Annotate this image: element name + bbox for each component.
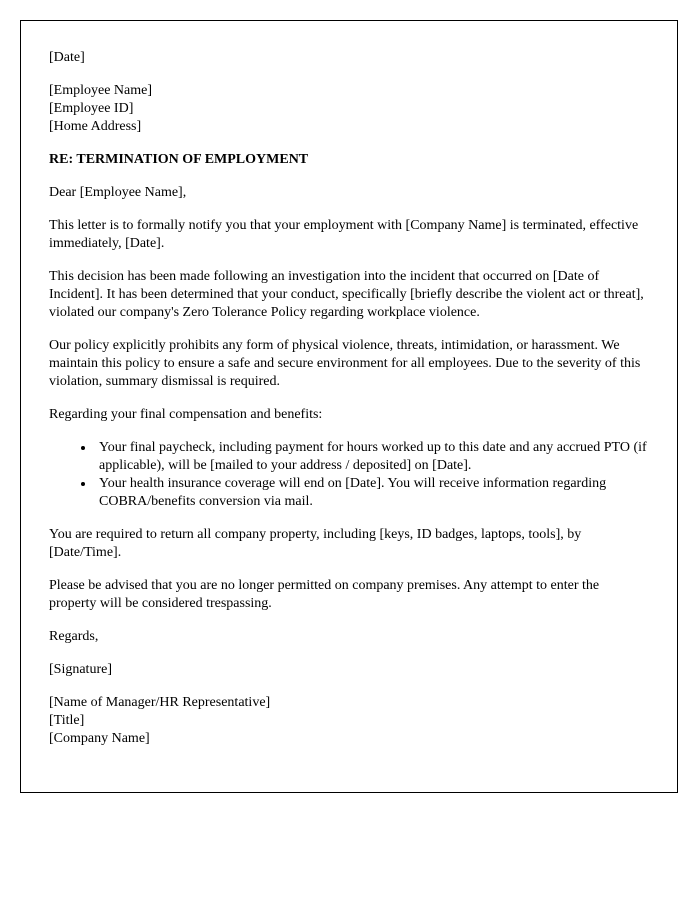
paragraph: This decision has been made following an investigation into the incident that occurred on [Date of Incident]. It has been determined that your conduct, specifically [briefly describe the violent act or threat], violated our company's Zero Tolerance Policy regarding workplace violence.: [49, 269, 644, 320]
closing: Regards,: [49, 629, 99, 644]
letter-page: [20, 20, 678, 793]
salutation: Dear [Employee Name],: [49, 185, 187, 200]
recipient-address: [Home Address]: [49, 119, 142, 134]
bullet-item: • Your health insurance coverage will end on [Date]. You will receive information regarding COBRA/benefits conversion via mail.: [95, 475, 647, 511]
signature-placeholder: [Signature]: [49, 662, 112, 677]
recipient-name: [Employee Name]: [49, 83, 153, 98]
bullet-item: • Your final paycheck, including payment for hours worked up to this date and any accrued PTO (if applicable), will be [mailed to your address / deposited] on [Date].: [95, 439, 647, 475]
sender-company: [Company Name]: [49, 731, 150, 746]
sender-name: [Name of Manager/HR Representative]: [49, 695, 271, 710]
paragraph: Please be advised that you are no longer permitted on company premises. Any attempt to enter the property will be considered trespassing.: [49, 578, 600, 611]
recipient-block: [49, 82, 647, 136]
recipient-id: [Employee ID]: [49, 101, 134, 116]
benefits-list: [49, 439, 647, 511]
sender-block: [49, 694, 647, 748]
paragraph: Regarding your final compensation and benefits:: [49, 407, 323, 422]
paragraph: You are required to return all company property, including [keys, ID badges, laptops, tools], by [Date/Time].: [49, 527, 582, 560]
date-line: [Date]: [49, 50, 85, 65]
paragraph: Our policy explicitly prohibits any form of physical violence, threats, intimidation, or harassment. We maintain this policy to ensure a safe and secure environment for all employees. Due to the severity of this violation, summary dismissal is required.: [49, 338, 641, 389]
subject-line: RE: TERMINATION OF EMPLOYMENT: [49, 152, 309, 167]
paragraph: This letter is to formally notify you that your employment with [Company Name] is terminated, effective immediately, [Date].: [49, 218, 639, 251]
sender-title: [Title]: [49, 713, 85, 728]
letter-content: [21, 21, 677, 748]
